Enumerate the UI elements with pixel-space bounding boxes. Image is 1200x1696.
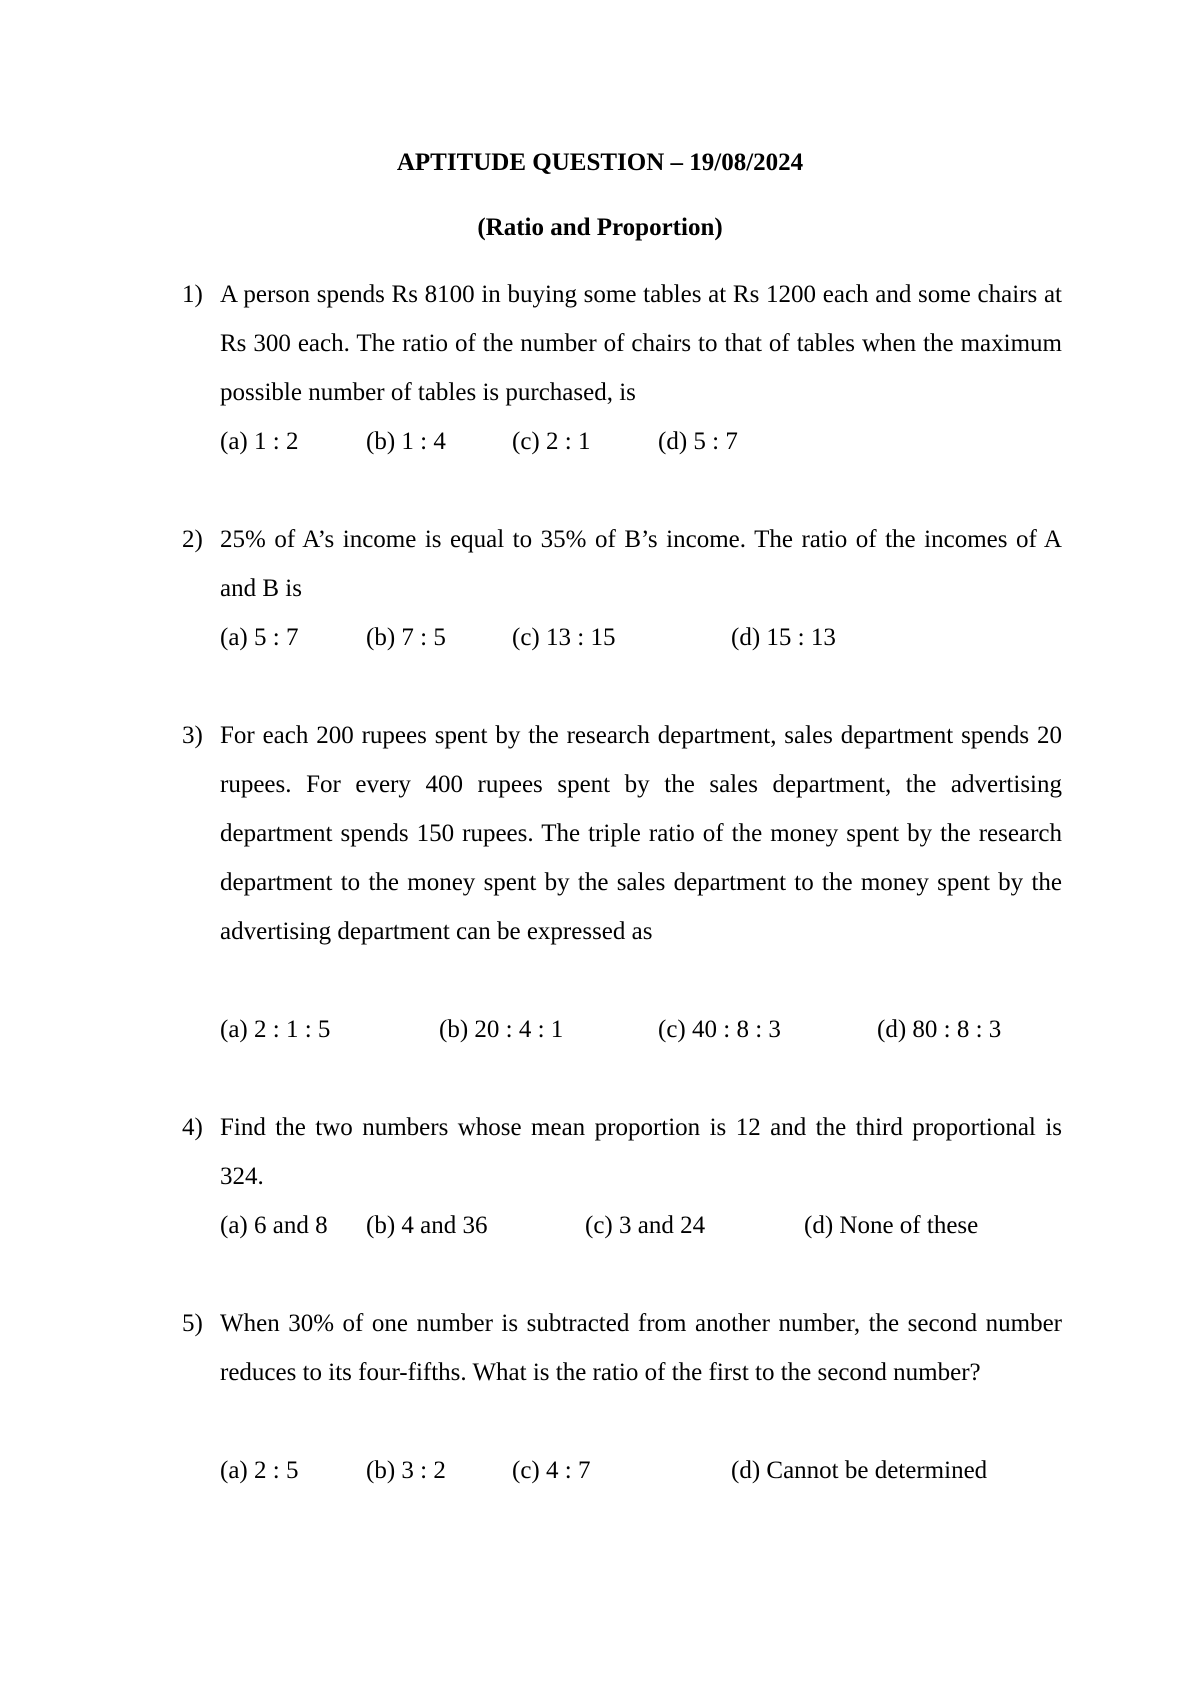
question-text: 25% of A’s income is equal to 35% of B’s income. The ratio of the incomes of A and B is	[220, 526, 1062, 602]
option-c: (c) 40 : 8 : 3	[658, 1016, 781, 1043]
question-number: 2)	[182, 526, 203, 553]
option-d: (d) 80 : 8 : 3	[877, 1016, 1002, 1043]
answer-options	[220, 1005, 1062, 1054]
option-b: (b) 20 : 4 : 1	[439, 1016, 564, 1043]
question-number: 1)	[182, 281, 203, 308]
option-d: (d) 15 : 13	[731, 624, 836, 651]
option-b: (b) 3 : 2	[366, 1457, 446, 1484]
option-b: (b) 7 : 5	[366, 624, 446, 651]
option-a: (a) 2 : 1 : 5	[220, 1016, 331, 1043]
option-a: (a) 6 and 8	[220, 1212, 328, 1239]
question-number: 4)	[182, 1114, 203, 1141]
answer-options	[220, 1446, 1062, 1495]
question-number: 5)	[182, 1310, 203, 1337]
answer-options	[220, 613, 1062, 662]
question-number: 3)	[182, 722, 203, 749]
question-text: Find the two numbers whose mean proportion is 12 and the third proportional is 324.	[220, 1114, 1062, 1190]
option-a: (a) 5 : 7	[220, 624, 299, 651]
page-subtitle: (Ratio and Proportion)	[477, 214, 723, 241]
option-c: (c) 3 and 24	[585, 1212, 706, 1239]
option-d: (d) 5 : 7	[658, 428, 738, 455]
option-a: (a) 1 : 2	[220, 428, 299, 455]
answer-options	[220, 417, 1062, 466]
option-a: (a) 2 : 5	[220, 1457, 299, 1484]
option-c: (c) 2 : 1	[512, 428, 591, 455]
question-text: A person spends Rs 8100 in buying some tables at Rs 1200 each and some chairs at Rs 300 each. The ratio of the number of chairs to that of tables when the maximum possible number of tables is purchased, is	[220, 281, 1062, 406]
option-b: (b) 1 : 4	[366, 428, 446, 455]
option-c: (c) 4 : 7	[512, 1457, 591, 1484]
answer-options	[220, 1201, 1062, 1250]
question-text: For each 200 rupees spent by the research department, sales department spends 20 rupees. For every 400 rupees spent by the sales department, the advertising department spends 150 rupees. The triple ratio of the money spent by the research department to the money spent by the sales department to the money spent by the advertising department can be expressed as	[220, 722, 1062, 945]
option-d: (d) None of these	[804, 1212, 979, 1239]
option-d: (d) Cannot be determined	[731, 1457, 988, 1484]
page-title: APTITUDE QUESTION – 19/08/2024	[396, 149, 804, 176]
question-text: When 30% of one number is subtracted from another number, the second number reduces to its four-fifths. What is the ratio of the first to the second number?	[220, 1310, 1062, 1386]
option-c: (c) 13 : 15	[512, 624, 616, 651]
option-b: (b) 4 and 36	[366, 1212, 488, 1239]
